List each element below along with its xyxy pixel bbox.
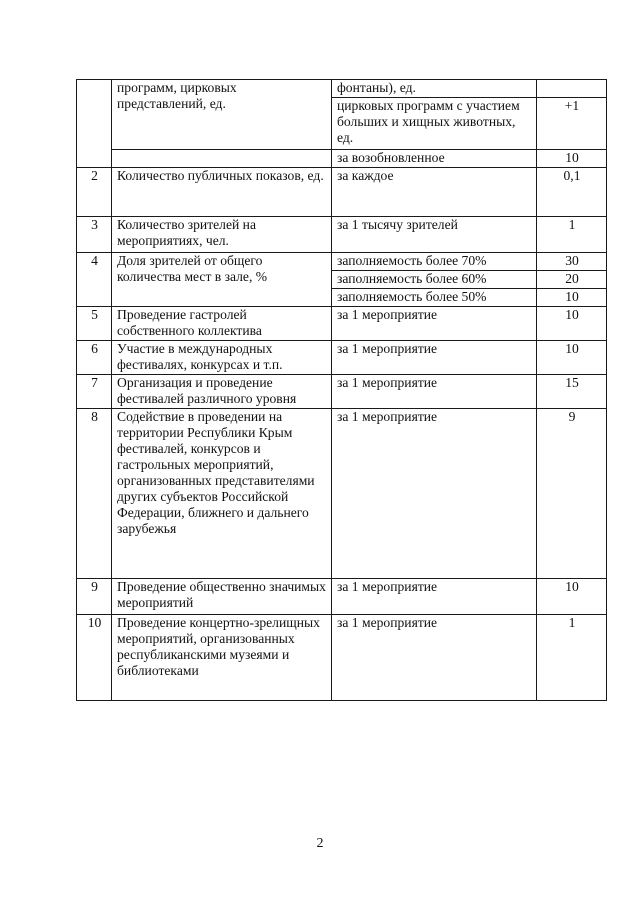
row-number-cell: 4: [77, 253, 112, 307]
points-cell: 10: [537, 289, 607, 307]
points-cell: 30: [537, 253, 607, 271]
points-cell: 20: [537, 271, 607, 289]
table-row: [77, 409, 607, 579]
indicator-cell: программ, цирковых представлений, ед.: [112, 80, 332, 150]
criterion-cell: заполняемость более 70%: [332, 253, 537, 271]
criterion-cell: цирковых программ с участием больших и хищных животных, ед.: [332, 98, 537, 150]
row-number-cell: 8: [77, 409, 112, 579]
points-cell: 1: [537, 217, 607, 253]
points-cell: 10: [537, 341, 607, 375]
criterion-cell: за каждое: [332, 168, 537, 217]
indicator-cell: Участие в международных фестивалях, конкурсах и т.п.: [112, 341, 332, 375]
row-number-cell: [77, 80, 112, 168]
table-row: [77, 168, 607, 217]
indicator-cell: Количество публичных показов, ед.: [112, 168, 332, 217]
indicator-cell: Проведение общественно значимых мероприятий: [112, 579, 332, 615]
page-number: 2: [316, 836, 324, 851]
criterion-cell: за 1 мероприятие: [332, 579, 537, 615]
points-cell: 9: [537, 409, 607, 579]
table-row: [77, 217, 607, 253]
row-number-cell: 9: [77, 579, 112, 615]
criterion-cell: за 1 мероприятие: [332, 409, 537, 579]
row-number-cell: 5: [77, 307, 112, 341]
criterion-cell: за 1 мероприятие: [332, 615, 537, 701]
indicator-cell: Количество зрителей на мероприятиях, чел.: [112, 217, 332, 253]
table-row: [77, 579, 607, 615]
row-number-cell: 10: [77, 615, 112, 701]
table-row: [77, 80, 607, 98]
points-cell: 10: [537, 307, 607, 341]
criterion-cell: за 1 мероприятие: [332, 375, 537, 409]
indicator-cell: Доля зрителей от общего количества мест в зале, %: [112, 253, 332, 307]
indicator-cell: Проведение концертно-зрелищных мероприятий, организованных республиканскими музеями и библиотеками: [112, 615, 332, 701]
criteria-table: [76, 79, 607, 701]
row-number-cell: 2: [77, 168, 112, 217]
points-cell: 10: [537, 150, 607, 168]
points-cell: 1: [537, 615, 607, 701]
table-row: [77, 307, 607, 341]
criterion-cell: заполняемость более 50%: [332, 289, 537, 307]
indicator-cell: Содействие в проведении на территории Республики Крым фестивалей, конкурсов и гастрольных мероприятий, организованных представителями других субъектов Российской Федерации, ближнего и дальнего зарубежья: [112, 409, 332, 579]
points-cell: 10: [537, 579, 607, 615]
criterion-cell: заполняемость более 60%: [332, 271, 537, 289]
points-cell: 15: [537, 375, 607, 409]
table-row: [77, 615, 607, 701]
criterion-cell: за возобновленное: [332, 150, 537, 168]
points-cell: +1: [537, 98, 607, 150]
table-row: [77, 253, 607, 271]
criterion-cell: за 1 тысячу зрителей: [332, 217, 537, 253]
criterion-cell: за 1 мероприятие: [332, 307, 537, 341]
table-row: [77, 375, 607, 409]
points-cell: 0,1: [537, 168, 607, 217]
indicator-cell: Проведение гастролей собственного коллектива: [112, 307, 332, 341]
criterion-cell: за 1 мероприятие: [332, 341, 537, 375]
criterion-cell: фонтаны), ед.: [332, 80, 537, 98]
indicator-cell: [112, 150, 332, 168]
indicator-cell: Организация и проведение фестивалей различного уровня: [112, 375, 332, 409]
row-number-cell: 3: [77, 217, 112, 253]
table-row: [77, 341, 607, 375]
row-number-cell: 6: [77, 341, 112, 375]
points-cell: [537, 80, 607, 98]
row-number-cell: 7: [77, 375, 112, 409]
table-row: [77, 150, 607, 168]
